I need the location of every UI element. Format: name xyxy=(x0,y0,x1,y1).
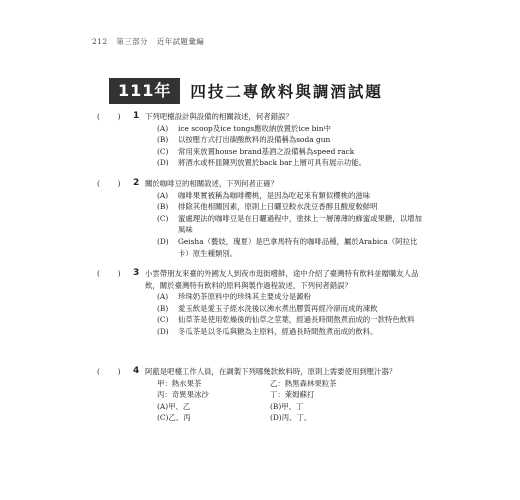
item-bing: 丙：奇異果冰沙 xyxy=(157,390,209,400)
question-stem: 關於咖啡豆的相關敘述，下列何者正確？ xyxy=(145,179,279,188)
option-b: (B) 愛玉飲是愛玉子經水洗後以沸水煮出膠質再經冷卻而成的凍飲 xyxy=(157,303,378,313)
question-4 xyxy=(97,366,427,424)
choice-b: (B)甲、丁 xyxy=(270,401,304,411)
choice-c: (C)乙、丙 xyxy=(157,413,191,423)
item-jia: 甲：熱水果茶 xyxy=(157,378,202,388)
question-2 xyxy=(97,178,427,259)
page-number: 212 xyxy=(92,37,108,46)
choice-d: (D)丙、丁。 xyxy=(270,413,312,423)
exam-title xyxy=(109,78,383,104)
item-ding: 丁：萊姆蘇打 xyxy=(270,390,315,400)
option-d: (D) Geisha（藝妓，瑰夏）是巴拿馬特有的咖啡品種，屬於Arabica（阿拉比卡）原生種類別。 xyxy=(157,236,418,258)
question-number: 2 xyxy=(133,178,140,188)
option-c: (C) 常用來放置house brand基酒之設備稱為speed rack xyxy=(157,146,355,156)
option-a: (A) 咖啡果實被稱為咖啡櫻桃，是因為吃起來有類似櫻桃的滋味 xyxy=(157,190,371,200)
answer-blank: ( ) xyxy=(97,112,122,121)
answer-blank: ( ) xyxy=(97,179,122,188)
question-number: 3 xyxy=(133,268,140,278)
question-1 xyxy=(97,111,427,169)
item-yi: 乙：熱黑森林果粒茶 xyxy=(270,378,337,388)
question-stem: 下列吧檯設計與設備的相關敘述，何者錯誤？ xyxy=(145,112,293,121)
question-stem: 小雲帶朋友來臺的外國友人到夜市逛街嚐鮮，途中介紹了臺灣特有飲料並贈購友人品飲，關於臺灣特有飲料的原料與製作過程敘述，下列何者錯誤？ xyxy=(145,269,419,290)
question-stem: 阿藍是吧檯工作人員，在調製下列哪幾款飲料時，原則上需要使用到壓汁器？ xyxy=(145,367,397,376)
part-label: 第三部分 xyxy=(116,37,148,46)
option-c: (C) 蜜處理法的咖啡豆是在日曬過程中，塗抹上一層薄薄的蜂蜜或果糖，以增加風味 xyxy=(157,213,422,235)
answer-blank: ( ) xyxy=(97,269,122,278)
choice-a: (A)甲、乙 xyxy=(157,401,191,411)
question-number: 4 xyxy=(133,366,140,376)
option-a: (A) 珍珠奶茶原料中的珍珠其主要成分是澱粉 xyxy=(157,292,312,302)
option-a: (A) ice scoop及ice tongs應收納放置於ice bin中 xyxy=(157,123,331,133)
answer-blank: ( ) xyxy=(97,367,122,376)
question-3 xyxy=(97,268,427,338)
drink-items xyxy=(157,378,427,401)
page-title: 四技二專飲料與調酒試題 xyxy=(190,83,383,101)
section-label: 近年試題彙編 xyxy=(156,37,205,46)
year-badge: 111年 xyxy=(109,78,180,104)
option-b: (B) 排除其他相關因素，原則上日曬豆較水洗豆香醇且酸度較鮮明 xyxy=(157,202,378,212)
option-b: (B) 以按壓方式打出碳酸飲料的設備稱為soda gun xyxy=(157,135,331,145)
option-c: (C) 仙草茶是使用乾燥後的仙草之莖葉，經過長時間熬煮而成的一款特色飲料 xyxy=(157,315,415,325)
answer-choices xyxy=(157,401,427,424)
option-d: (D) 冬瓜茶是以冬瓜與糖為主原料，經過長時間熬煮而成的飲料。 xyxy=(157,326,378,336)
running-head xyxy=(92,36,210,47)
question-number: 1 xyxy=(133,111,140,121)
option-d: (D) 將酒水或杯皿陳列放置於back bar上層可具有展示功能。 xyxy=(157,158,366,168)
